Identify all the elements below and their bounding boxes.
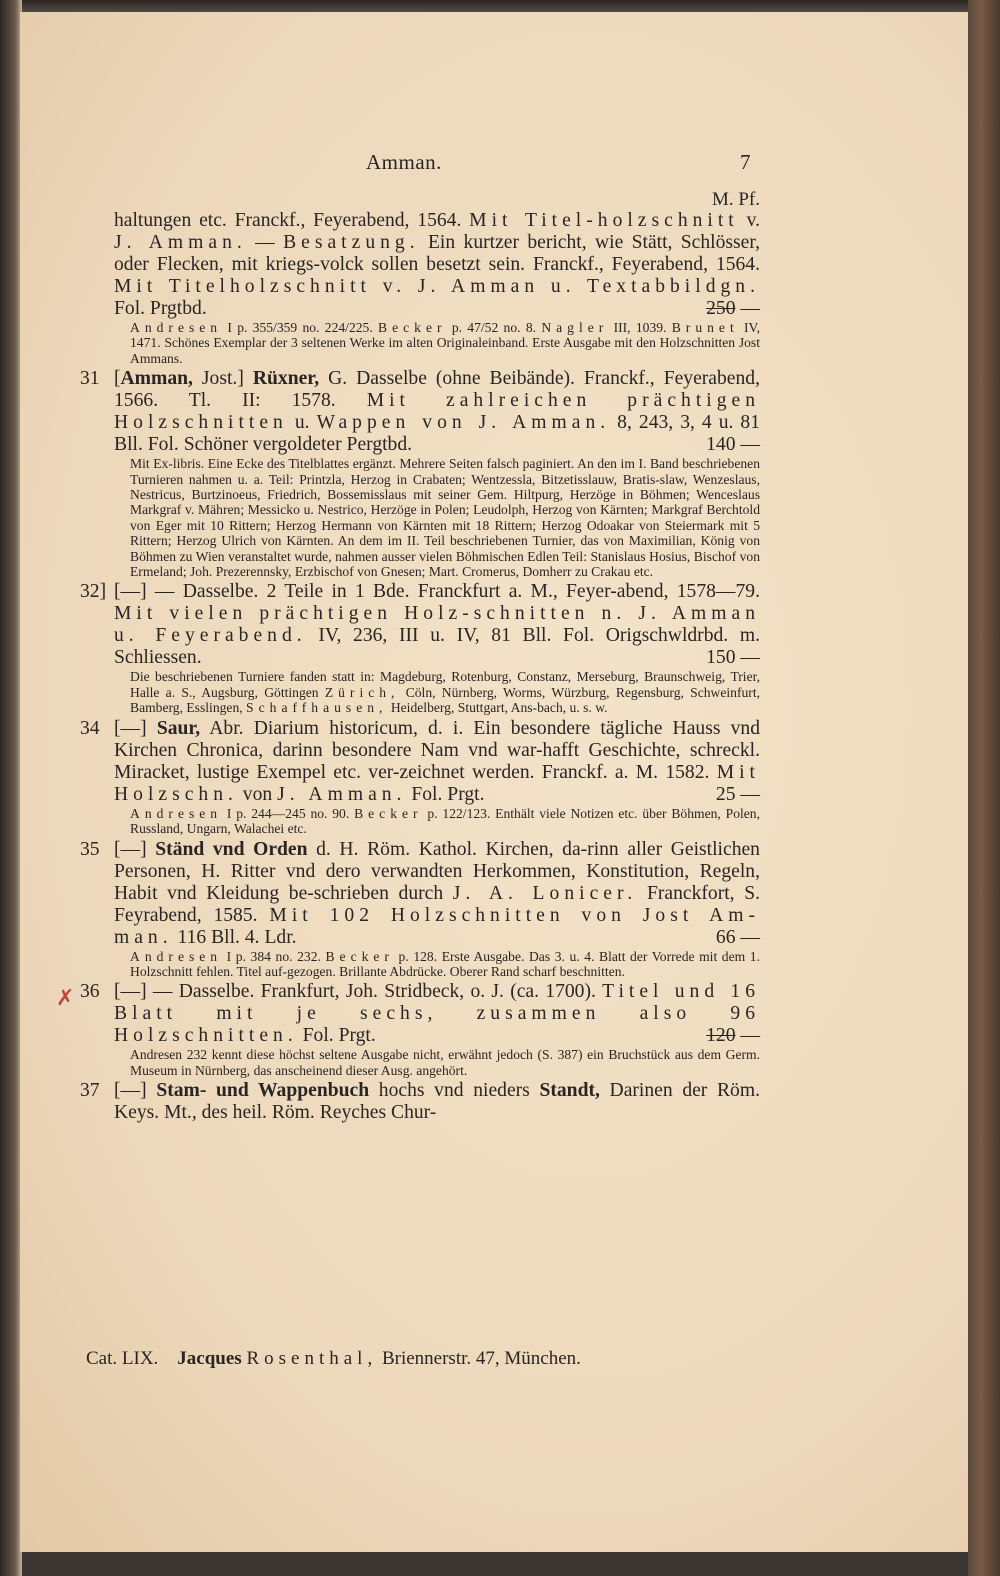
catalog-entry (80, 210, 760, 366)
entry-number: 35 (80, 838, 100, 860)
catalog-entries (80, 190, 760, 1124)
entry-number: 36 (80, 981, 100, 1003)
running-head (20, 150, 968, 180)
catalog-entry (80, 581, 760, 715)
entry-note: Die beschriebenen Turniere fanden statt in: Magdeburg, Rotenburg, Constanz, Merseburg, Braunschweig, Trier, Halle a. S., Augsburg, Göttingen Zürich, Cöln, Nürnberg, Worms, Würzburg, Regensburg, Schweinfurt, Bamberg, Esslingen, Schaffhausen, Heidelberg, Stuttgart, Ans-bach, u. s. w. (130, 669, 760, 716)
book-edge-right (968, 0, 1000, 1576)
entry-price: 25 — (715, 783, 760, 805)
entry-price: 150 — (706, 647, 760, 669)
entry-description: [—] Ständ vnd Orden d. H. Röm. Kathol. Kirchen, da-rinn aller Geistlichen Personen, H. Ritter vnd dero verwandten Herkommen, Konstitution, Regeln, Habit vnd Kleidung be-schrieben durch J. A. Lonicer. Franckfort, S. Feyrabend, 1585. Mit 102 Holzschnitten von Jost Am-man. 116 Bll. 4. Ldr. 66 — (114, 838, 760, 948)
entry-price: 140 — (706, 434, 760, 456)
catalog-entry (80, 368, 760, 579)
entry-note: Andresen I p. 355/359 no. 224/225. Becker p. 47/52 no. 8. Nagler III, 1039. Brunet IV, 1471. Schönes Exemplar der 3 seltenen Werke im alten Originaleinband. Erste Ausgabe mit den Holzschnitten Jost Ammans. (130, 320, 761, 366)
entry-note: Mit Ex-libris. Eine Ecke des Titelblattes ergänzt. Mehrere Seiten falsch paginiert. An den im I. Band beschriebenen Turnieren nahmen u. a. Teil: Printzla, Herzog in Crabaten; Wentzessla, Bitzetisslauw, Bratis-slaw, Wenzeslaus, Nestricus, Burtzinoeus, Friedrich, Bossemisslaus mit seiner Gem. Hiltpurg, Herzöge in Böhmen; Wenceslaus Markgraf v. Mähren; Messicko u. Nestrico, Herzöge in Polen; Leudolph, Herzog von Kärnten; Markgraf Berchtold von Eger mit 10 Rittern; Herzog Hermann von Kärnten mit 18 Rittern; Herzog Odoakar von Steiermark mit 5 Rittern; Herzog Ulrich von Kärnten. An dem im II. Teil beschriebenen Turnier, das von Maximilian, König von Böhmen zu Wien veranstaltet wurde, nahmen ausser vielen Böhmischen Edlen Teil: Stanislaus Hosius, Bischof von Ermeland; Joh. Prezerennsky, Erzbischof von Gnesen; Mart. Cromerus, Domherr zu Crakau etc. (130, 456, 760, 580)
entry-number: 31 (80, 368, 100, 390)
catalog-page (20, 12, 968, 1552)
page-footer (86, 1348, 786, 1370)
entry-description: haltungen etc. Franckf., Feyerabend, 1564. Mit Titel-holzschnitt v. J. Amman. — Besatzung. Ein kurtzer bericht, wie Stätt, Schlösser, oder Flecken, mit kriegs-volck sollen besetzt sein. Franckf., Feyerabend, 1564. Mit Titelholzschnitt v. J. Amman u. Textabbildgn. Fol. Prgtbd. 250 — (114, 210, 760, 319)
publisher-address: Briennerstr. 47, München. (381, 1348, 581, 1369)
entry-description: [—] — Dasselbe. Frankfurt, Joh. Stridbeck, o. J. (ca. 1700). Titel und 16 Blatt mit je sechs, zusammen also 96 Holzschnitten. Fol. Prgt. 120 — (114, 981, 760, 1047)
catalog-entry (80, 718, 760, 837)
entry-price: 66 — (715, 926, 760, 948)
publisher-last-name: Rosenthal, (246, 1348, 378, 1369)
catalog-entry (80, 839, 760, 980)
publisher-first-name: Jacques (177, 1348, 242, 1369)
entry-price: 120 — (706, 1025, 760, 1047)
catalog-entry (80, 981, 760, 1078)
red-pencil-mark: ✗ (56, 986, 75, 1011)
entry-note: Andresen 232 kennt diese höchst seltene Ausgabe nicht, erwähnt jedoch (S. 387) ein Bruchstück aus dem Germ. Museum in Nürnberg, das anscheinend dieser Ausg. angehört. (130, 1047, 760, 1078)
entry-description: [Amman, Jost.] Rüxner, G. Dasselbe (ohne Beibände). Franckf., Feyerabend, 1566. Tl. II: 1578. Mit zahlreichen prächtigen Holzschnitten u. Wappen von J. Amman. 8, 243, 3, 4 u. 81 Bll. Fol. Schöner vergoldeter Pergtbd. 140 — (114, 368, 761, 456)
page-number: 7 (740, 150, 751, 174)
entry-note: Andresen I p. 384 no. 232. Becker p. 128. Erste Ausgabe. Das 3. u. 4. Blatt der Vorrede mit dem 1. Holzschnitt fehlen. Titel auf-gezogen. Brillante Abdrücke. Oberer Rand scharf beschnitten. (130, 948, 760, 979)
entry-description: [—] Stam- und Wappenbuch hochs vnd nieders Standt, Darinen der Röm. Keys. Mt., des heil. Röm. Reyches Chur- (114, 1080, 760, 1124)
entry-description: [—] Saur, Abr. Diarium historicum, d. i. Ein besondere tägliche Hauss vnd Kirchen Chronica, darinn besondere Nam vnd war-hafft Geschichte, schreckl. Miracket, lustige Exempel etc. ver-zeichnet werden. Franckf. a. M. 1582. Mit Holzschn. von J. Amman. Fol. Prgt. 25 — (114, 717, 761, 805)
catalog-entry (80, 1080, 760, 1124)
price-column-heading: M. Pf. (711, 189, 760, 210)
entry-description: [—] — Dasselbe. 2 Teile in 1 Bde. Franckfurt a. M., Feyer-abend, 1578—79. Mit vielen prächtigen Holz-schnitten n. J. Amman u. Feyerabend. IV, 236, III u. IV, 81 Bll. Fol. Origschwldrbd. m. Schliessen. 150 — (114, 581, 761, 669)
catalog-number: Cat. LIX. (86, 1348, 159, 1369)
entry-list (80, 210, 760, 1124)
entry-number: 32] (80, 581, 107, 603)
entry-price: 250 — (706, 298, 760, 319)
page-title: Amman. (366, 150, 442, 174)
book-gutter-left (0, 0, 22, 1576)
entry-number: 37 (80, 1080, 100, 1102)
entry-number: 34 (80, 717, 100, 739)
entry-note: Andresen I p. 244—245 no. 90. Becker p. 122/123. Enthält viele Notizen etc. über Böhmen, Polen, Russland, Ungarn, Walachei etc. (130, 805, 760, 837)
